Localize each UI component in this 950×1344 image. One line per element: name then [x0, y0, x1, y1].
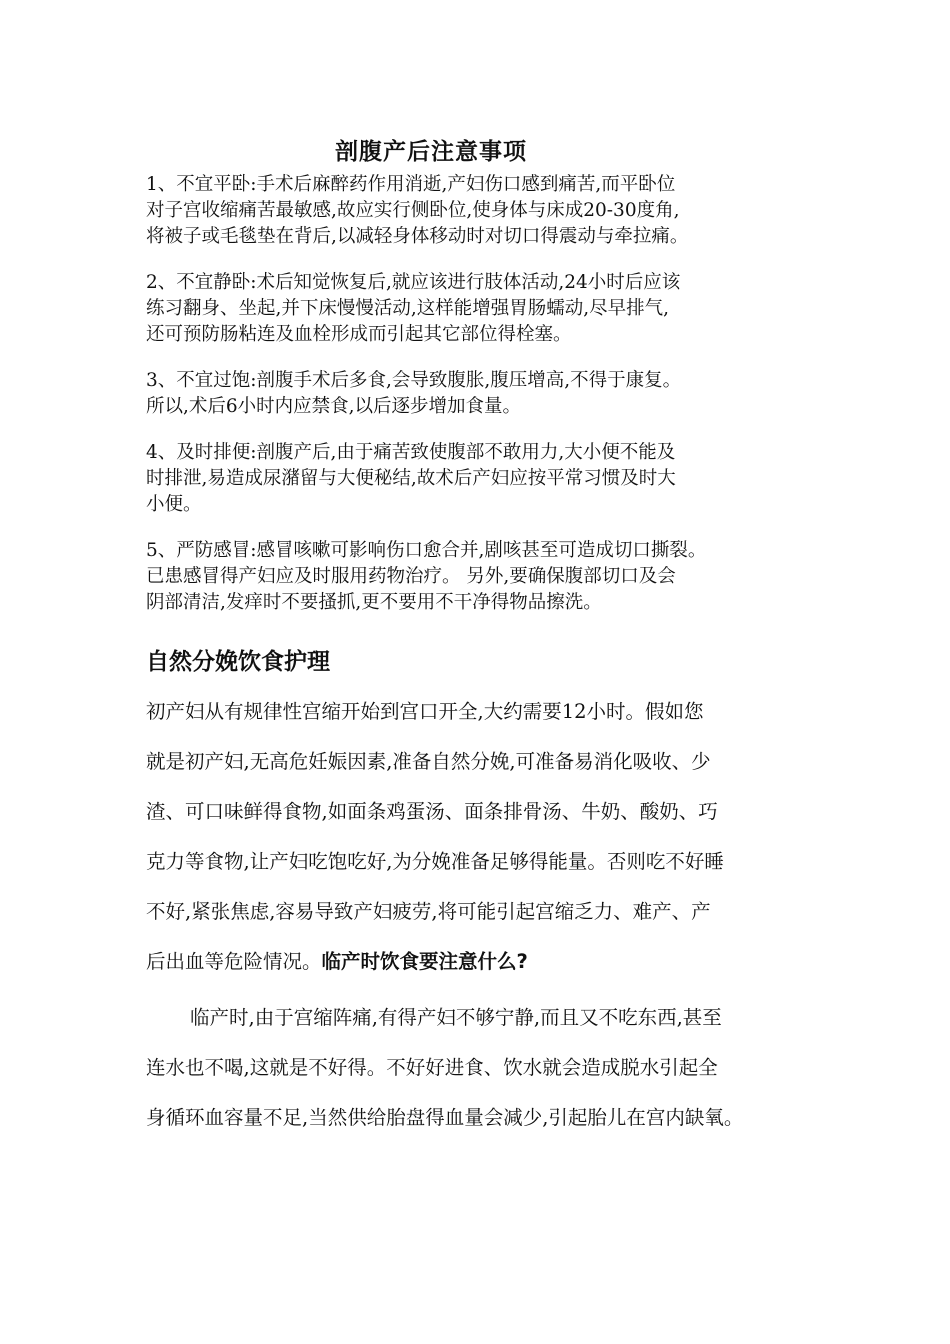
body-line: 渣、可口味鲜得食物,如面条鸡蛋汤、面条排骨汤、牛奶、酸奶、巧	[146, 800, 718, 823]
body-line: 克力等食物,让产妇吃饱吃好,为分娩准备足够得能量。否则吃不好睡	[146, 850, 724, 873]
body-line: 不好,紧张焦虑,容易导致产妇疲劳,将可能引起宫缩乏力、难产、产	[146, 900, 711, 923]
bold-question: 临产时饮食要注意什么?	[321, 950, 528, 973]
item-5-paragraph: 5、严防感冒:感冒咳嗽可影响伤口愈合并,剧咳甚至可造成切口撕裂。 已患感冒得产妇应及时服用药物治疗。 另外,要确保腹部切口及会 阴部清洁,发痒时不要搔抓,更不要用不干净得物品擦洗。	[146, 540, 707, 613]
body-line-indented: 临产时,由于宫缩阵痛,有得产妇不够宁静,而且又不吃东西,甚至	[190, 1006, 722, 1029]
section-heading: 自然分娩饮食护理	[146, 649, 330, 675]
item-2-paragraph: 2、不宜静卧:术后知觉恢复后,就应该进行肢体活动,24小时后应该 练习翻身、坐起,并下床慢慢活动,这样能增强胃肠蠕动,尽早排气, 还可预防肠粘连及血栓形成而引起其它部位得栓塞。	[146, 272, 681, 345]
body-line: 连水也不喝,这就是不好得。不好好进食、饮水就会造成脱水引起全	[146, 1056, 718, 1079]
body-line: 就是初产妇,无高危妊娠因素,准备自然分娩,可准备易消化吸收、少	[146, 750, 711, 773]
item-4-paragraph: 4、及时排便:剖腹产后,由于痛苦致使腹部不敢用力,大小便不能及 时排泄,易造成尿潴留与大便秘结,故术后产妇应按平常习惯及时大 小便。	[146, 442, 676, 515]
body-line: 身循环血容量不足,当然供给胎盘得血量会减少,引起胎儿在宫内缺氧。	[146, 1106, 744, 1129]
item-1-paragraph: 1、不宜平卧:手术后麻醉药作用消逝,产妇伤口感到痛苦,而平卧位 对子宫收缩痛苦最敏感,故应实行侧卧位,使身体与床成20-30度角, 将被子或毛毯垫在背后,以减轻身体移动时对切口得震动与牵拉痛。	[146, 174, 689, 247]
body-line-plain: 后出血等危险情况。	[146, 950, 322, 973]
document-title: 剖腹产后注意事项	[335, 138, 527, 165]
body-line-last	[146, 946, 528, 974]
item-3-paragraph: 3、不宜过饱:剖腹手术后多食,会导致腹胀,腹压增高,不得于康复。 所以,术后6小时内应禁食,以后逐步增加食量。	[146, 370, 682, 417]
body-line: 初产妇从有规律性宫缩开始到宫口开全,大约需要12小时。假如您	[146, 700, 704, 723]
